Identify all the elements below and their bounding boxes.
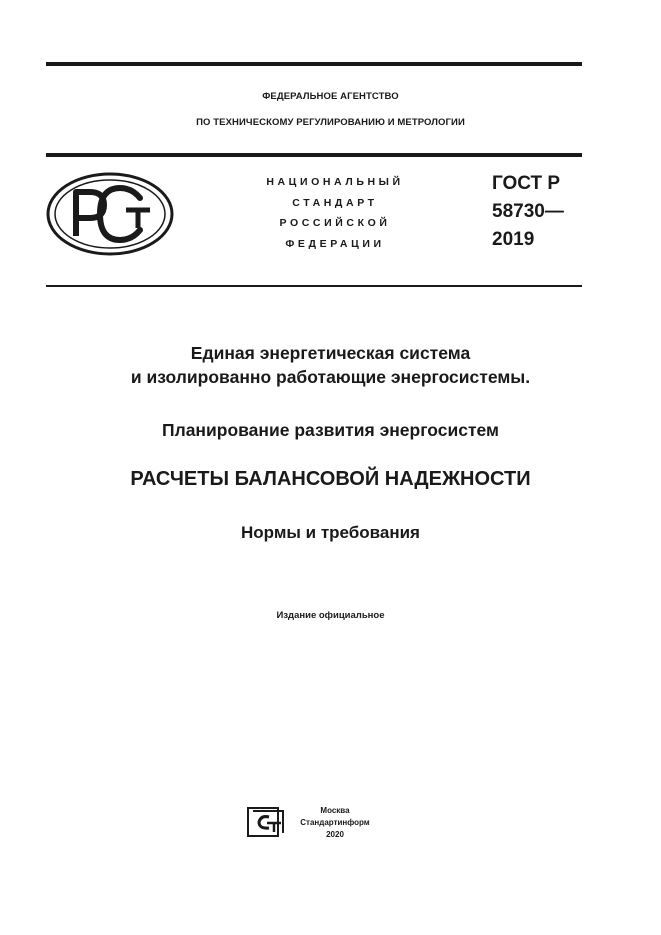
subtitle: Планирование развития энергосистем — [162, 420, 499, 440]
publisher-city: Москва — [320, 806, 350, 815]
gost-line-1: ГОСТ Р — [492, 173, 561, 194]
gost-line-2: 58730— — [492, 201, 564, 222]
publisher-info — [300, 805, 370, 841]
block-rule — [46, 285, 582, 287]
publisher-name: Стандартинформ — [300, 818, 370, 827]
edition-label: Издание официальное — [276, 610, 385, 621]
title-line-1: Единая энергетическая система — [190, 343, 471, 363]
national-line-4: ФЕДЕРАЦИИ — [285, 237, 385, 250]
national-line-3: РОССИЙСКОЙ — [279, 217, 391, 229]
top-rule — [46, 62, 582, 66]
publisher-year: 2020 — [326, 830, 344, 839]
national-line-2: СТАНДАРТ — [292, 196, 378, 209]
main-title: РАСЧЕТЫ БАЛАНСОВОЙ НАДЕЖНОСТИ — [130, 468, 531, 490]
title-requirements: Нормы и требования — [241, 523, 420, 542]
title-line-2: и изолированно работающие энергосистемы. — [130, 367, 531, 387]
gost-designation — [492, 170, 564, 254]
agency-name-line2: ПО ТЕХНИЧЕСКОМУ РЕГУЛИРОВАНИЮ И МЕТРОЛОГИИ — [196, 117, 465, 128]
header-rule — [46, 153, 582, 157]
agency-name-line1: ФЕДЕРАЛЬНОЕ АГЕНТСТВО — [262, 91, 399, 102]
standartinform-logo-icon — [247, 807, 289, 837]
national-line-1: НАЦИОНАЛЬНЫЙ — [266, 176, 404, 188]
national-standard-label — [230, 172, 440, 254]
rst-certification-mark-icon — [46, 172, 174, 256]
gost-line-3: 2019 — [492, 229, 535, 250]
